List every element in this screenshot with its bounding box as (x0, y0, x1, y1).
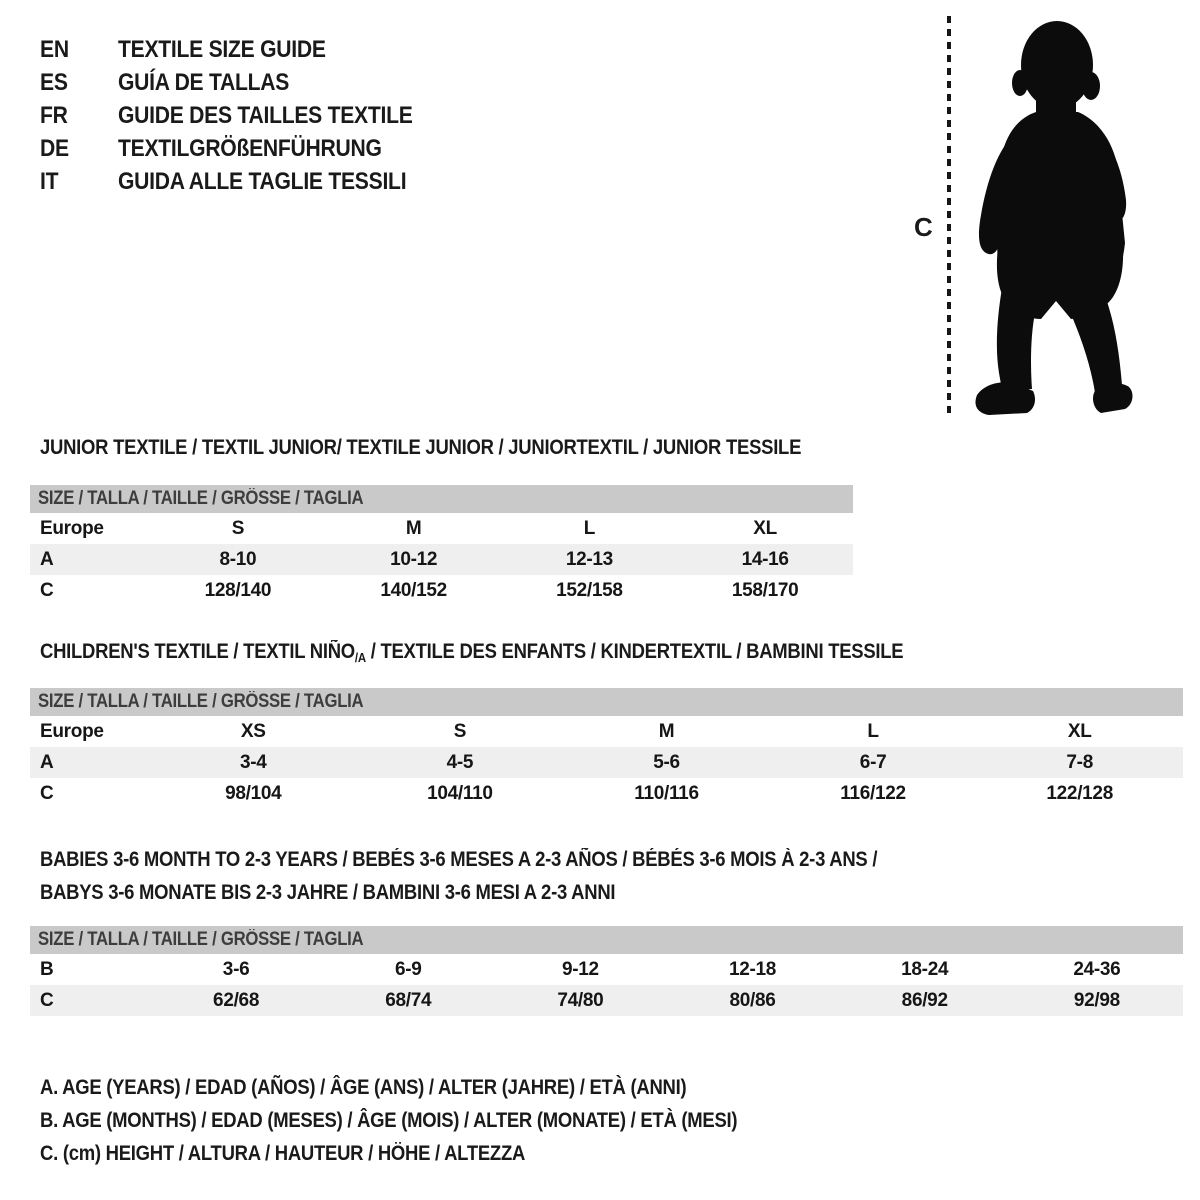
legend-text: B. AGE (MONTHS) / EDAD (MESES) / ÂGE (MOIS) / ALTER (MONATE) / ETÀ (MESI) (40, 1108, 738, 1132)
size-cell: 10-12 (326, 544, 502, 575)
table-row-height (30, 778, 1183, 809)
size-cell: 3-4 (150, 747, 357, 778)
junior-section-title: JUNIOR TEXTILE / TEXTIL JUNIOR/ TEXTILE JUNIOR / JUNIORTEXTIL / JUNIOR TESSILE (40, 436, 802, 459)
size-cell: 12-18 (728, 958, 777, 980)
size-cell: 62/68 (150, 985, 322, 1016)
size-header-row (30, 926, 1183, 954)
size-header-text: SIZE / TALLA / TAILLE / GRÖSSE / TAGLIA (38, 691, 364, 712)
junior-size-table (30, 485, 853, 606)
language-code: IT (40, 167, 59, 195)
children-size-table (30, 688, 1183, 809)
language-title: TEXTILE SIZE GUIDE (118, 35, 326, 63)
measure-legend (40, 1071, 832, 1170)
children-section-title (40, 640, 903, 665)
size-cell: 7-8 (976, 747, 1183, 778)
legend-line-b (40, 1104, 832, 1137)
babies-section-title-line2: BABYS 3-6 MONATE BIS 2-3 JAHRE / BAMBINI 3-6 MESI A 2-3 ANNI (40, 881, 616, 904)
language-code: DE (40, 134, 69, 162)
size-cell: S (231, 517, 245, 539)
size-header-text: SIZE / TALLA / TAILLE / GRÖSSE / TAGLIA (38, 929, 364, 950)
children-title-subscript: /A (354, 650, 366, 665)
size-cell: 3-6 (222, 958, 250, 980)
table-row-europe (30, 513, 853, 544)
size-cell: 128/140 (204, 579, 272, 601)
language-row-es (40, 66, 453, 99)
language-title: GUIDE DES TAILLES TEXTILE (118, 101, 413, 129)
table-row-age (30, 544, 853, 575)
size-cell: 12-13 (502, 544, 678, 575)
size-cell: 140/152 (380, 579, 447, 601)
row-label: A (30, 747, 150, 778)
language-title: GUIDA ALLE TAGLIE TESSILI (118, 167, 407, 195)
size-cell: 8-10 (150, 544, 326, 575)
table-row-months (30, 954, 1183, 985)
size-header-row (30, 688, 1183, 716)
size-cell: 24-36 (1073, 958, 1121, 980)
language-row-en (40, 33, 453, 66)
size-cell: 18-24 (901, 958, 949, 980)
size-cell: 5-6 (563, 747, 770, 778)
row-label: C (40, 579, 54, 601)
height-dashed-line (947, 16, 951, 416)
size-header-row (30, 485, 853, 513)
size-cell: 80/86 (666, 985, 838, 1016)
legend-text: C. (cm) HEIGHT / ALTURA / HAUTEUR / HÖHE / ALTEZZA (40, 1141, 526, 1165)
size-cell: 6-9 (394, 958, 422, 980)
size-header-text: SIZE / TALLA / TAILLE / GRÖSSE / TAGLIA (38, 488, 364, 509)
size-cell: 14-16 (677, 544, 853, 575)
language-code: EN (40, 35, 69, 63)
row-label: Europe (40, 720, 104, 742)
legend-text: A. AGE (YEARS) / EDAD (AÑOS) / ÂGE (ANS) / ALTER (JAHRE) / ETÀ (ANNI) (40, 1075, 687, 1099)
table-row-europe (30, 716, 1183, 747)
size-cell: XL (753, 517, 777, 539)
size-header-bar (30, 926, 1183, 954)
babies-section-title-line1: BABIES 3-6 MONTH TO 2-3 YEARS / BEBÉS 3-6 MESES A 2-3 AÑOS / BÉBÉS 3-6 MOIS À 2-3 ANS / (40, 848, 878, 871)
row-label: B (40, 958, 54, 980)
size-cell: 68/74 (322, 985, 494, 1016)
language-title: GUÍA DE TALLAS (118, 68, 290, 96)
size-cell: 116/122 (840, 782, 906, 804)
language-row-de (40, 132, 453, 165)
legend-line-a (40, 1071, 832, 1104)
table-row-height (30, 985, 1183, 1016)
size-cell: 4-5 (357, 747, 564, 778)
size-cell: 98/104 (225, 782, 282, 804)
size-cell: M (658, 720, 675, 742)
language-code: ES (40, 68, 68, 96)
language-code: FR (40, 101, 68, 129)
size-cell: 122/128 (1046, 782, 1113, 804)
size-header-bar (30, 485, 853, 513)
size-cell: M (405, 517, 422, 539)
height-measure-label: C (914, 212, 933, 242)
children-title-main: CHILDREN'S TEXTILE / TEXTIL NIÑO (40, 640, 355, 663)
row-label: C (30, 985, 150, 1016)
language-title: TEXTILGRÖßENFÜHRUNG (118, 134, 382, 162)
size-cell: L (867, 720, 879, 742)
size-cell: L (583, 517, 596, 539)
size-cell: 86/92 (839, 985, 1011, 1016)
row-label: C (40, 782, 54, 804)
size-header-bar (30, 688, 1183, 716)
babies-size-table (30, 926, 1183, 1016)
language-list (40, 33, 453, 198)
size-cell: S (453, 720, 467, 742)
language-row-it (40, 165, 453, 198)
children-title-rest: / TEXTILE DES ENFANTS / KINDERTEXTIL / BAMBINI TESSILE (365, 640, 904, 663)
table-row-age (30, 747, 1183, 778)
size-cell: 9-12 (561, 958, 599, 980)
row-label: Europe (40, 517, 104, 539)
size-cell: 74/80 (494, 985, 666, 1016)
size-cell: XS (240, 720, 266, 742)
size-cell: 110/116 (634, 782, 699, 804)
legend-line-c (40, 1137, 832, 1170)
table-row-height (30, 575, 853, 606)
size-cell: 152/158 (556, 579, 623, 601)
toddler-silhouette (960, 16, 1140, 420)
size-cell: 158/170 (731, 579, 799, 601)
row-label: A (30, 544, 150, 575)
size-cell: 92/98 (1011, 985, 1183, 1016)
language-row-fr (40, 99, 453, 132)
size-cell: 6-7 (770, 747, 977, 778)
size-cell: XL (1067, 720, 1092, 742)
size-cell: 104/110 (427, 782, 493, 804)
